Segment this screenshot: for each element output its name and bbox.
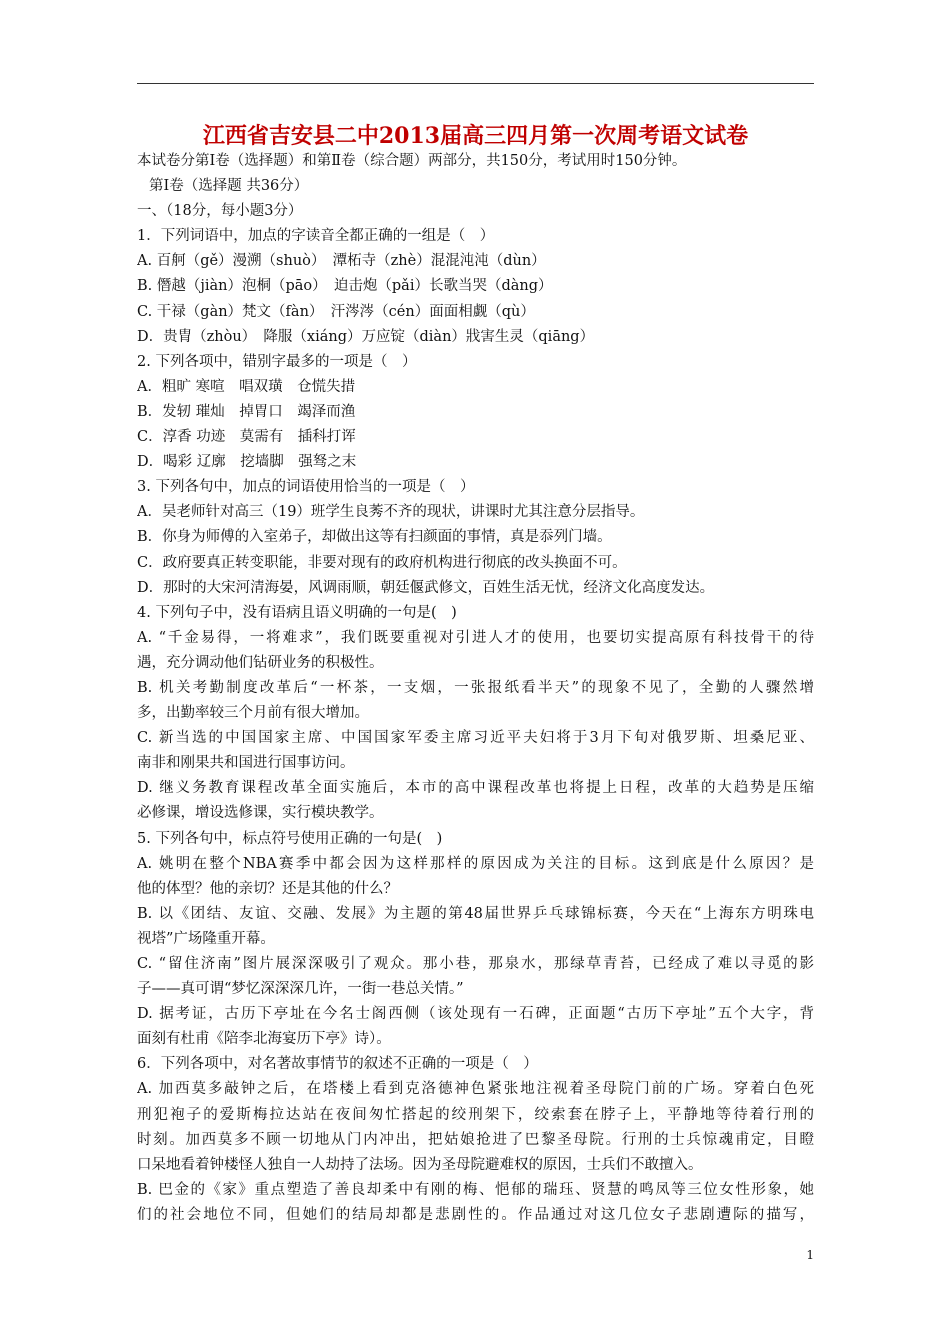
option-line: B. 巴金的《家》重点塑造了善良却柔中有刚的梅、悒郁的瑞珏、贤慧的鸣凤等三位女性形象，她 [137, 1181, 814, 1198]
section-heading: 第Ⅰ卷（选择题 共36分） [149, 178, 309, 195]
option-line: 他的体型？他的亲切？还是其他的什么？ [137, 880, 398, 897]
option-line: A. 加西莫多敲钟之后，在塔楼上看到克洛德神色紧张地注视着圣母院门前的广场。穿着白色死 [137, 1081, 814, 1098]
option-line: D．贵胄（zhòu） 降服（xiáng）万应锭（diàn）戕害生灵（qiāng） [137, 328, 595, 345]
option-line: B．你身为师傅的入室弟子，却做出这等有扫颜面的事情，真是忝列门墙。 [137, 529, 612, 546]
option-line: 视塔”广场隆重开幕。 [137, 930, 275, 947]
option-line: 们的社会地位不同，但她们的结局却都是悲剧性的。作品通过对这几位女子悲剧遭际的描写， [137, 1206, 814, 1223]
option-line: 面刻有杜甫《陪李北海宴历下亭》诗）。 [137, 1031, 391, 1048]
option-line: A．吴老师针对高三（19）班学生良莠不齐的现状，讲课时尤其注意分层指导。 [137, 504, 645, 521]
option-line: B. 僭越（jiàn）泡桐（pāo） 迫击炮（pǎi）长歌当哭（dàng） [137, 278, 553, 295]
option-line: B．发轫 璀灿 掉胃口 竭泽而渔 [137, 403, 356, 420]
exam-intro: 本试卷分第Ⅰ卷（选择题）和第Ⅱ卷（综合题）两部分，共150分，考试用时150分钟。 [137, 153, 687, 169]
option-line: 刑犯袍子的爱斯梅拉达站在夜间匆忙搭起的绞刑架下，绞索套在脖子上，平静地等待着行刑的 [137, 1106, 814, 1123]
option-line: D. 继义务教育课程改革全面实施后，本市的高中课程改革也将提上日程，改革的大趋势是压缩 [137, 780, 814, 797]
question-2: 2. 下列各项中，错别字最多的一项是（ ） [137, 353, 417, 370]
option-line: C．政府要真正转变职能，非要对现有的政府机构进行彻底的改头换面不可。 [137, 554, 627, 571]
option-line: C．淳香 功迹 莫需有 插科打诨 [137, 429, 356, 446]
document-body [137, 149, 814, 1228]
question-6: 6．下列各项中，对名著故事情节的叙述不正确的一项是（ ） [137, 1056, 538, 1073]
option-line: C. “留住济南”图片展深深吸引了观众。那小巷，那泉水，那绿草青苔，已经成了难以寻觅的影 [137, 956, 814, 972]
option-line: B. 以《团结、友谊、交融、发展》为主题的第48届世界乒乓球锦标赛，今天在“上海东方明珠电 [137, 905, 814, 922]
option-line: C. 新当选的中国国家主席、中国国家军委主席习近平夫妇将于3月下旬对俄罗斯、坦桑尼亚、 [137, 730, 814, 747]
option-line: A. “千金易得，一将难求”，我们既要重视对引进人才的使用，也要切实提高原有科技骨干的待 [137, 629, 814, 646]
question-3: 3. 下列各句中，加点的词语使用恰当的一项是（ ） [137, 479, 475, 496]
option-line: D．喝彩 辽廓 挖墙脚 强驽之末 [137, 454, 357, 471]
part-heading: 一、（18分，每小题3分） [137, 203, 303, 220]
option-line: C. 干禄（gàn）梵文（fàn） 汗涔涔（cén）面面相觑（qù） [137, 303, 535, 320]
page-number: 1 [806, 1248, 814, 1262]
option-line: 子——真可谓“梦忆深深深几许，一街一巷总关情。” [137, 981, 464, 998]
header-rule [137, 83, 814, 84]
option-line: D．那时的大宋河清海晏，风调雨顺，朝廷偃武修文，百姓生活无忧，经济文化高度发达。 [137, 579, 715, 596]
option-line: D. 据考证，古历下亭址在今名士阁西侧（该处现有一石碑，正面题“古历下亭址”五个大字，背 [137, 1006, 814, 1023]
page-title: 江西省吉安县二中2013届高三四月第一次周考语文试卷 [202, 123, 749, 149]
option-line: 时刻。加西莫多不顾一切地从门内冲出，把姑娘抢进了巴黎圣母院。行刑的士兵惊魂甫定，目瞪 [137, 1131, 814, 1148]
question-1: 1．下列词语中，加点的字读音全都正确的一组是（ ） [137, 228, 495, 245]
option-line: 必修课，增设选修课，实行模块教学。 [137, 805, 384, 822]
option-line: 口呆地看着钟楼怪人独自一人劫持了法场。因为圣母院避难权的原因，士兵们不敢擅入。 [137, 1156, 703, 1173]
option-line: B. 机关考勤制度改革后“一杯茶，一支烟，一张报纸看半天”的现象不见了，全勤的人骤然增 [137, 679, 814, 696]
option-line: 多，出勤率较三个月前有很大增加。 [137, 705, 369, 722]
option-line: A. 百舸（gě）漫溯（shuò） 潭柘寺（zhè）混混沌沌（dùn） [137, 253, 546, 270]
option-line: A. 姚明在整个NBA赛季中都会因为这样那样的原因成为关注的目标。这到底是什么原因？是 [137, 855, 814, 872]
option-line: A．粗旷 寒喧 唱双璜 仓慌失措 [137, 378, 356, 395]
question-4: 4. 下列句子中，没有语病且语义明确的一句是( ) [137, 604, 457, 621]
option-line: 南非和刚果共和国进行国事访问。 [137, 755, 355, 772]
option-line: 遇，充分调动他们钻研业务的积极性。 [137, 654, 384, 671]
question-5: 5. 下列各句中，标点符号使用正确的一句是( ) [137, 830, 443, 847]
